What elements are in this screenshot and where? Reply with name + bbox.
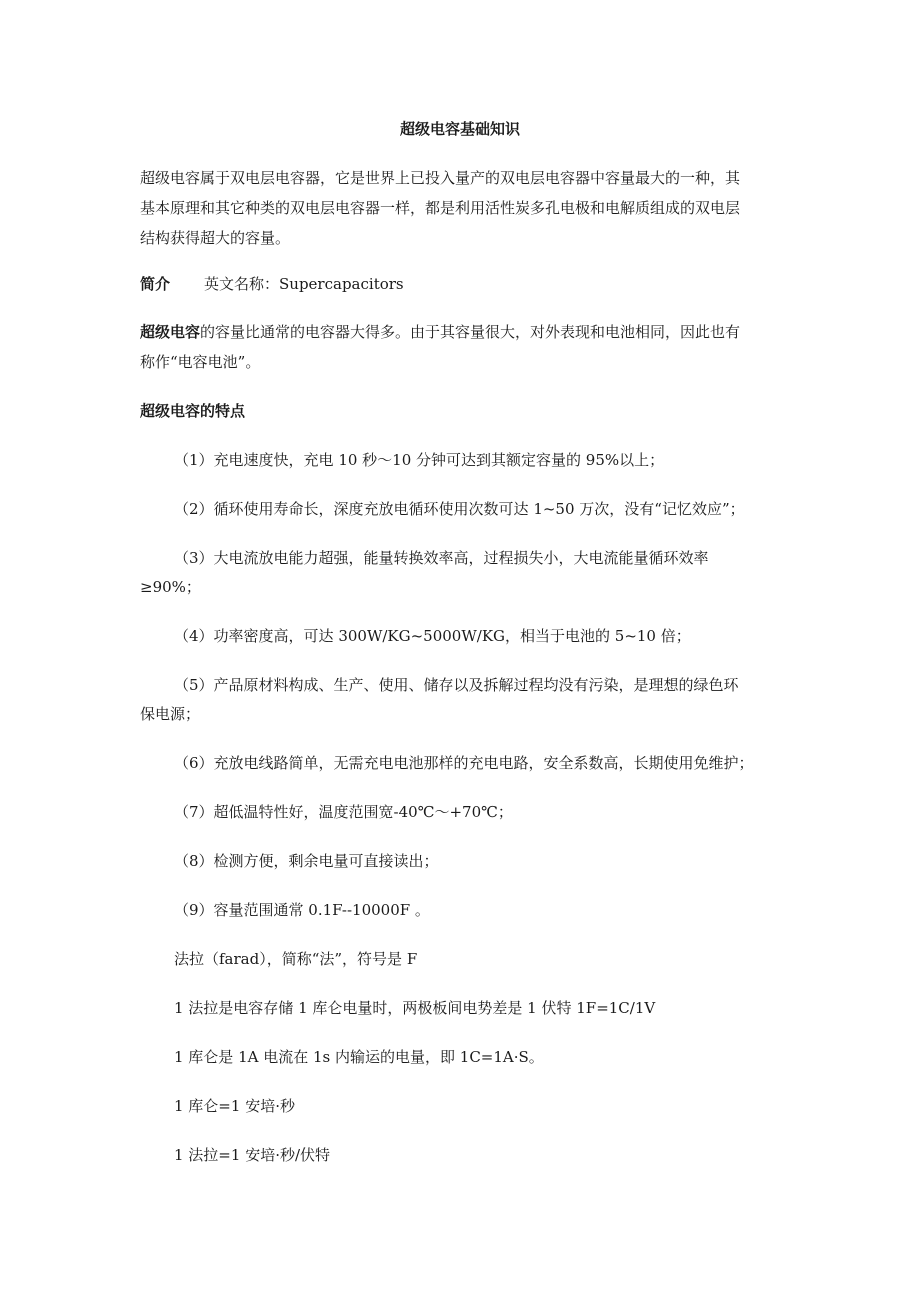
- unit-line-2: 1 法拉是电容存储 1 库仑电量时，两极板间电势差是 1 伏特 1F=1C/1V: [174, 999, 656, 1017]
- english-name: 英文名称：Supercapacitors: [204, 275, 404, 293]
- unit-line-4: 1 库仑=1 安培·秒: [174, 1097, 295, 1115]
- unit-line-5: 1 法拉=1 安培·秒/伏特: [174, 1146, 331, 1164]
- brief-label: 简介: [140, 275, 171, 293]
- intro-line-1: 超级电容属于双电层电容器，它是世界上已投入量产的双电层电容器中容量最大的一种，其: [140, 169, 741, 187]
- definition-line-2: 称作“电容电池”。: [140, 353, 261, 371]
- unit-line-1: 法拉（farad），简称“法”，符号是 F: [174, 950, 418, 968]
- definition-text: 的容量比通常的电容器大得多。由于其容量很大，对外表现和电池相同，因此也有: [200, 323, 741, 341]
- feature-item-8: （8）检测方便，剩余电量可直接读出；: [174, 852, 439, 870]
- definition-term: 超级电容: [140, 323, 201, 341]
- feature-item-3-line-1: （3）大电流放电能力超强，能量转换效率高，过程损失小，大电流能量循环效率: [174, 549, 709, 567]
- unit-line-3: 1 库仑是 1A 电流在 1s 内输运的电量，即 1C=1A·S。: [174, 1048, 544, 1066]
- intro-line-2: 基本原理和其它种类的双电层电容器一样，都是利用活性炭多孔电极和电解质组成的双电层: [140, 199, 741, 217]
- feature-item-1: （1）充电速度快，充电 10 秒～10 分钟可达到其额定容量的 95%以上；: [174, 451, 665, 469]
- feature-item-2: （2）循环使用寿命长，深度充放电循环使用次数可达 1~50 万次，没有“记忆效应”；: [174, 500, 745, 518]
- document-title: 超级电容基础知识: [399, 120, 520, 138]
- feature-item-3-line-2: ≥90%；: [140, 578, 201, 596]
- brief-row: [140, 274, 404, 294]
- definition-line-1: [140, 322, 740, 342]
- features-heading: 超级电容的特点: [140, 402, 246, 420]
- feature-item-4: （4）功率密度高，可达 300W/KG~5000W/KG，相当于电池的 5~10 倍；: [174, 627, 691, 645]
- feature-item-7: （7）超低温特性好，温度范围宽-40℃～+70℃；: [174, 803, 513, 821]
- feature-item-6: （6）充放电线路简单，无需充电电池那样的充电电路，安全系数高，长期使用免维护；: [174, 754, 754, 772]
- feature-item-5-line-2: 保电源；: [140, 705, 201, 723]
- intro-line-3: 结构获得超大的容量。: [140, 229, 291, 247]
- feature-item-5-line-1: （5）产品原材料构成、生产、使用、储存以及拆解过程均没有污染，是理想的绿色环: [174, 676, 739, 694]
- feature-item-9: （9）容量范围通常 0.1F--10000F 。: [174, 901, 430, 919]
